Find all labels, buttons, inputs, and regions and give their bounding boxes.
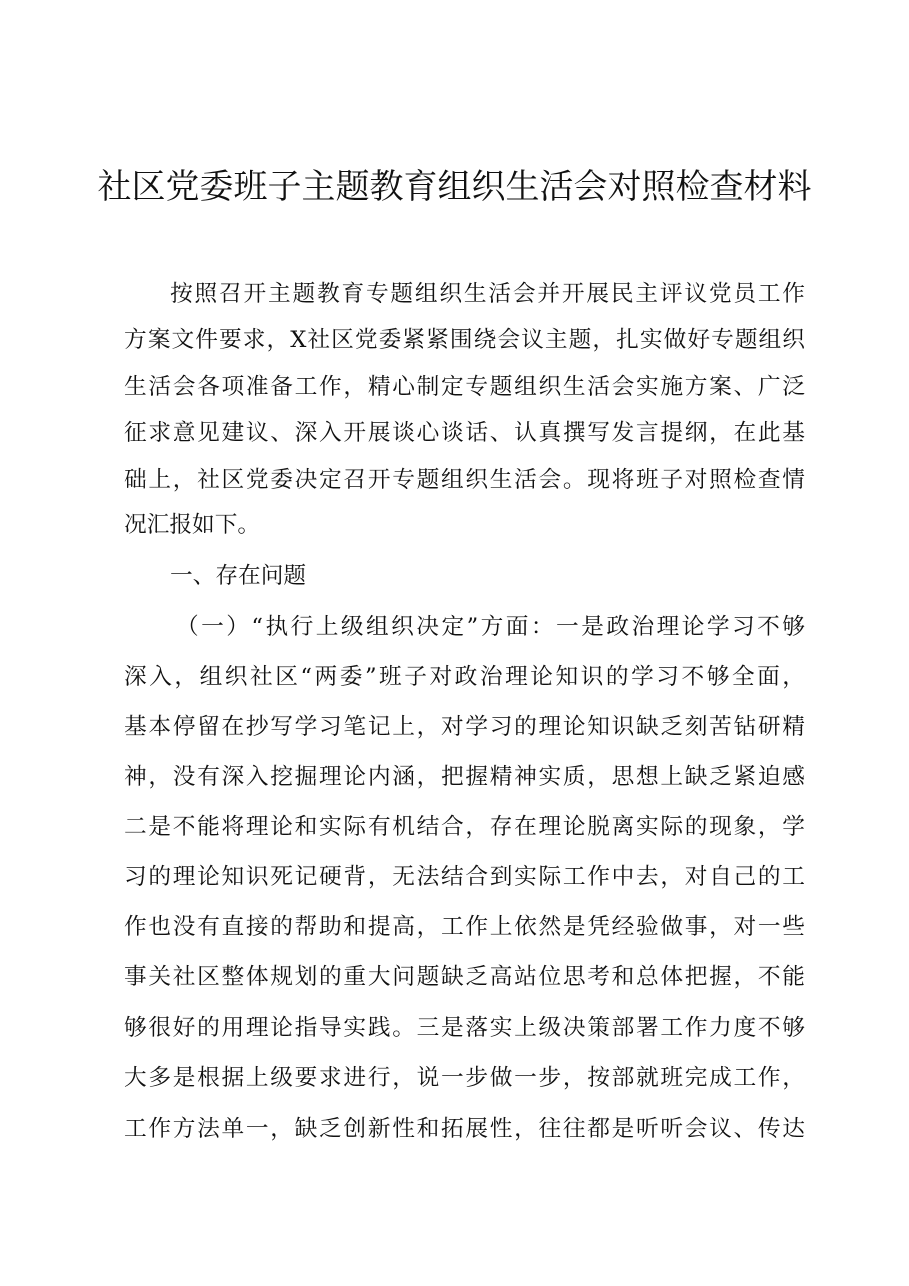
paragraph-line: 深入，组织社区“两委”班子对政治理论知识的学习不够全面， xyxy=(124,664,805,690)
paragraph-line: 事关社区整体规划的重大问题缺乏高站位思考和总体把握，不能 xyxy=(124,964,805,990)
paragraph-line: 基本停留在抄写学习笔记上，对学习的理论知识缺乏刻苦钻研精 xyxy=(124,714,805,740)
document-title: 社区党委班子主题教育组织生活会对照检查材料 xyxy=(97,167,812,207)
paragraph-line: 神，没有深入挖掘理论内涵，把握精神实质，思想上缺乏紧迫感 xyxy=(124,764,805,790)
paragraph-line: 生活会各项准备工作，精心制定专题组织生活会实施方案、广泛 xyxy=(124,374,805,400)
paragraph-line: （一）“执行上级组织决定”方面：一是政治理论学习不够 xyxy=(176,614,805,640)
paragraph-line: 础上，社区党委决定召开专题组织生活会。现将班子对照检查情 xyxy=(124,467,805,493)
paragraph-line: 况汇报如下。 xyxy=(124,512,261,538)
paragraph-line: 够很好的用理论指导实践。三是落实上级决策部署工作力度不够 xyxy=(124,1015,805,1041)
paragraph-line: 按照召开主题教育专题组织生活会并开展民主评议党员工作 xyxy=(170,281,805,307)
paragraph-line: 方案文件要求，X社区党委紧紧围绕会议主题，扎实做好专题组织 xyxy=(124,327,805,353)
paragraph-line: 作也没有直接的帮助和提高，工作上依然是凭经验做事，对一些 xyxy=(124,914,805,940)
paragraph-line: 工作方法单一，缺乏创新性和拓展性，往往都是听听会议、传达 xyxy=(124,1116,805,1142)
paragraph-line: 征求意见建议、深入开展谈心谈话、认真撰写发言提纲，在此基 xyxy=(124,420,805,446)
paragraph-line: 习的理论知识死记硬背，无法结合到实际工作中去，对自己的工 xyxy=(124,864,805,890)
paragraph-line: 二是不能将理论和实际有机结合，存在理论脱离实际的现象，学 xyxy=(124,814,805,840)
paragraph-line: 大多是根据上级要求进行，说一步做一步，按部就班完成工作， xyxy=(124,1065,805,1091)
section-heading: 一、存在问题 xyxy=(170,563,307,589)
